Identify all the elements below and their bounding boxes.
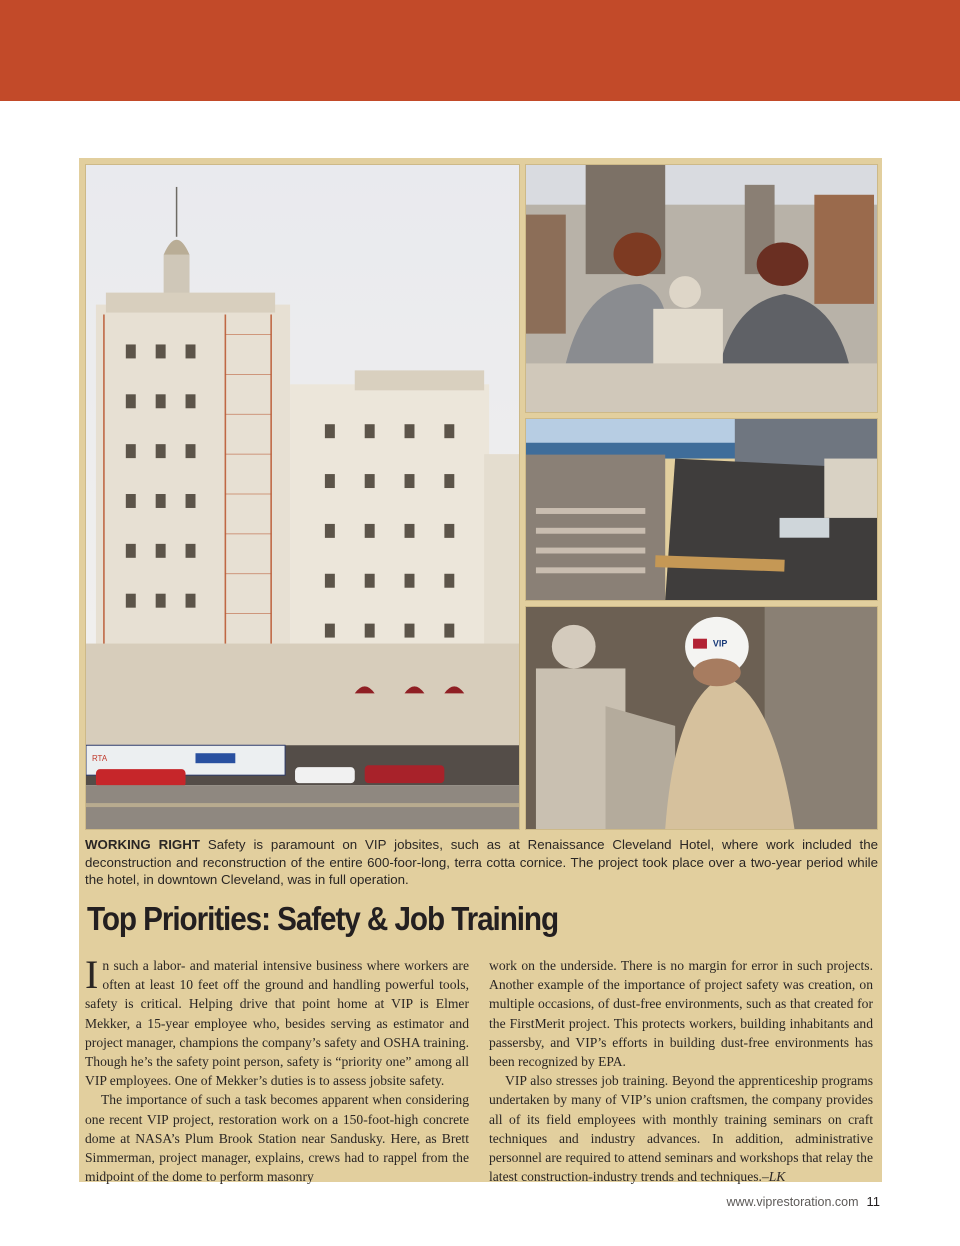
workers-photo	[525, 164, 878, 413]
caption-text: Safety is paramount on VIP jobsites, such as at Renaissance Cleveland Hotel, where work included the deconstruction and reconstruction of the entire 600-foor-long, terra cotta cornice. The project took place over a two-year period while the hotel, in downtown Cleveland, was in full operation.	[85, 837, 878, 887]
bus-text: RTA	[91, 754, 108, 764]
hotel-photo	[85, 164, 520, 830]
article-paragraph	[85, 952, 469, 1090]
article-paragraph: The importance of such a task becomes apparent when considering one recent VIP project, restoration work on a 150-foot-high concrete dome at NASA’s Plum Brook Station near Sandusky. Here, as Brett Simmerman, project manager, explains, crews had to rappel from the midpoint of the dome to perform masonry	[85, 1092, 469, 1185]
article-column-right	[489, 956, 873, 1186]
worker-photo	[525, 606, 878, 830]
page-number: 11	[866, 1194, 880, 1209]
article-column-left	[85, 952, 469, 1186]
feature-panel	[79, 158, 882, 1185]
photo-caption	[85, 836, 878, 889]
paragraph-text: n such a labor- and material intensive business where workers are often at least 10 feet off the ground and handling powerful tools, safety is critical. Helping drive that point home at VIP is Elmer Mekker, a 15-year employee who, besides serving as estimator and project manager, champions the company’s safety and OSHA training. Though he’s the safety point person, safety is “priority one” among all VIP employees. One of Mekker’s duties is to assess jobsite safety.	[85, 958, 469, 1089]
website-link[interactable]: www.viprestoration.com	[726, 1195, 859, 1209]
page-footer	[727, 1194, 881, 1209]
caption-lead: WORKING RIGHT	[85, 837, 200, 852]
article-headline: Top Priorities: Safety & Job Training	[87, 900, 559, 937]
roof-photo	[525, 418, 878, 601]
article-paragraph	[489, 1071, 873, 1186]
hat-logo: VIP	[712, 638, 728, 649]
paragraph-text: VIP also stresses job training. Beyond the apprenticeship programs undertaken by many of VIP’s union craftsmen, the company provides all of its field employees with monthly training seminars on craft techniques and industry advances. In addition, administrative personnel are required to attend seminars and workshops that relay the latest construction-industry trends and techniques.	[489, 1073, 873, 1185]
drop-cap: I	[85, 952, 99, 997]
author-signature: –LK	[761, 1169, 786, 1185]
article-paragraph: work on the underside. There is no margin for error in such projects. Another example of the importance of project safety was creation, on multiple occasions, of dust-free environments, such as that created for the FirstMerit project. This protects workers, building inhabitants and passersby, and VIP’s efforts in building dust-free environments has been recognized by EPA.	[489, 958, 873, 1070]
top-color-band	[0, 0, 960, 101]
